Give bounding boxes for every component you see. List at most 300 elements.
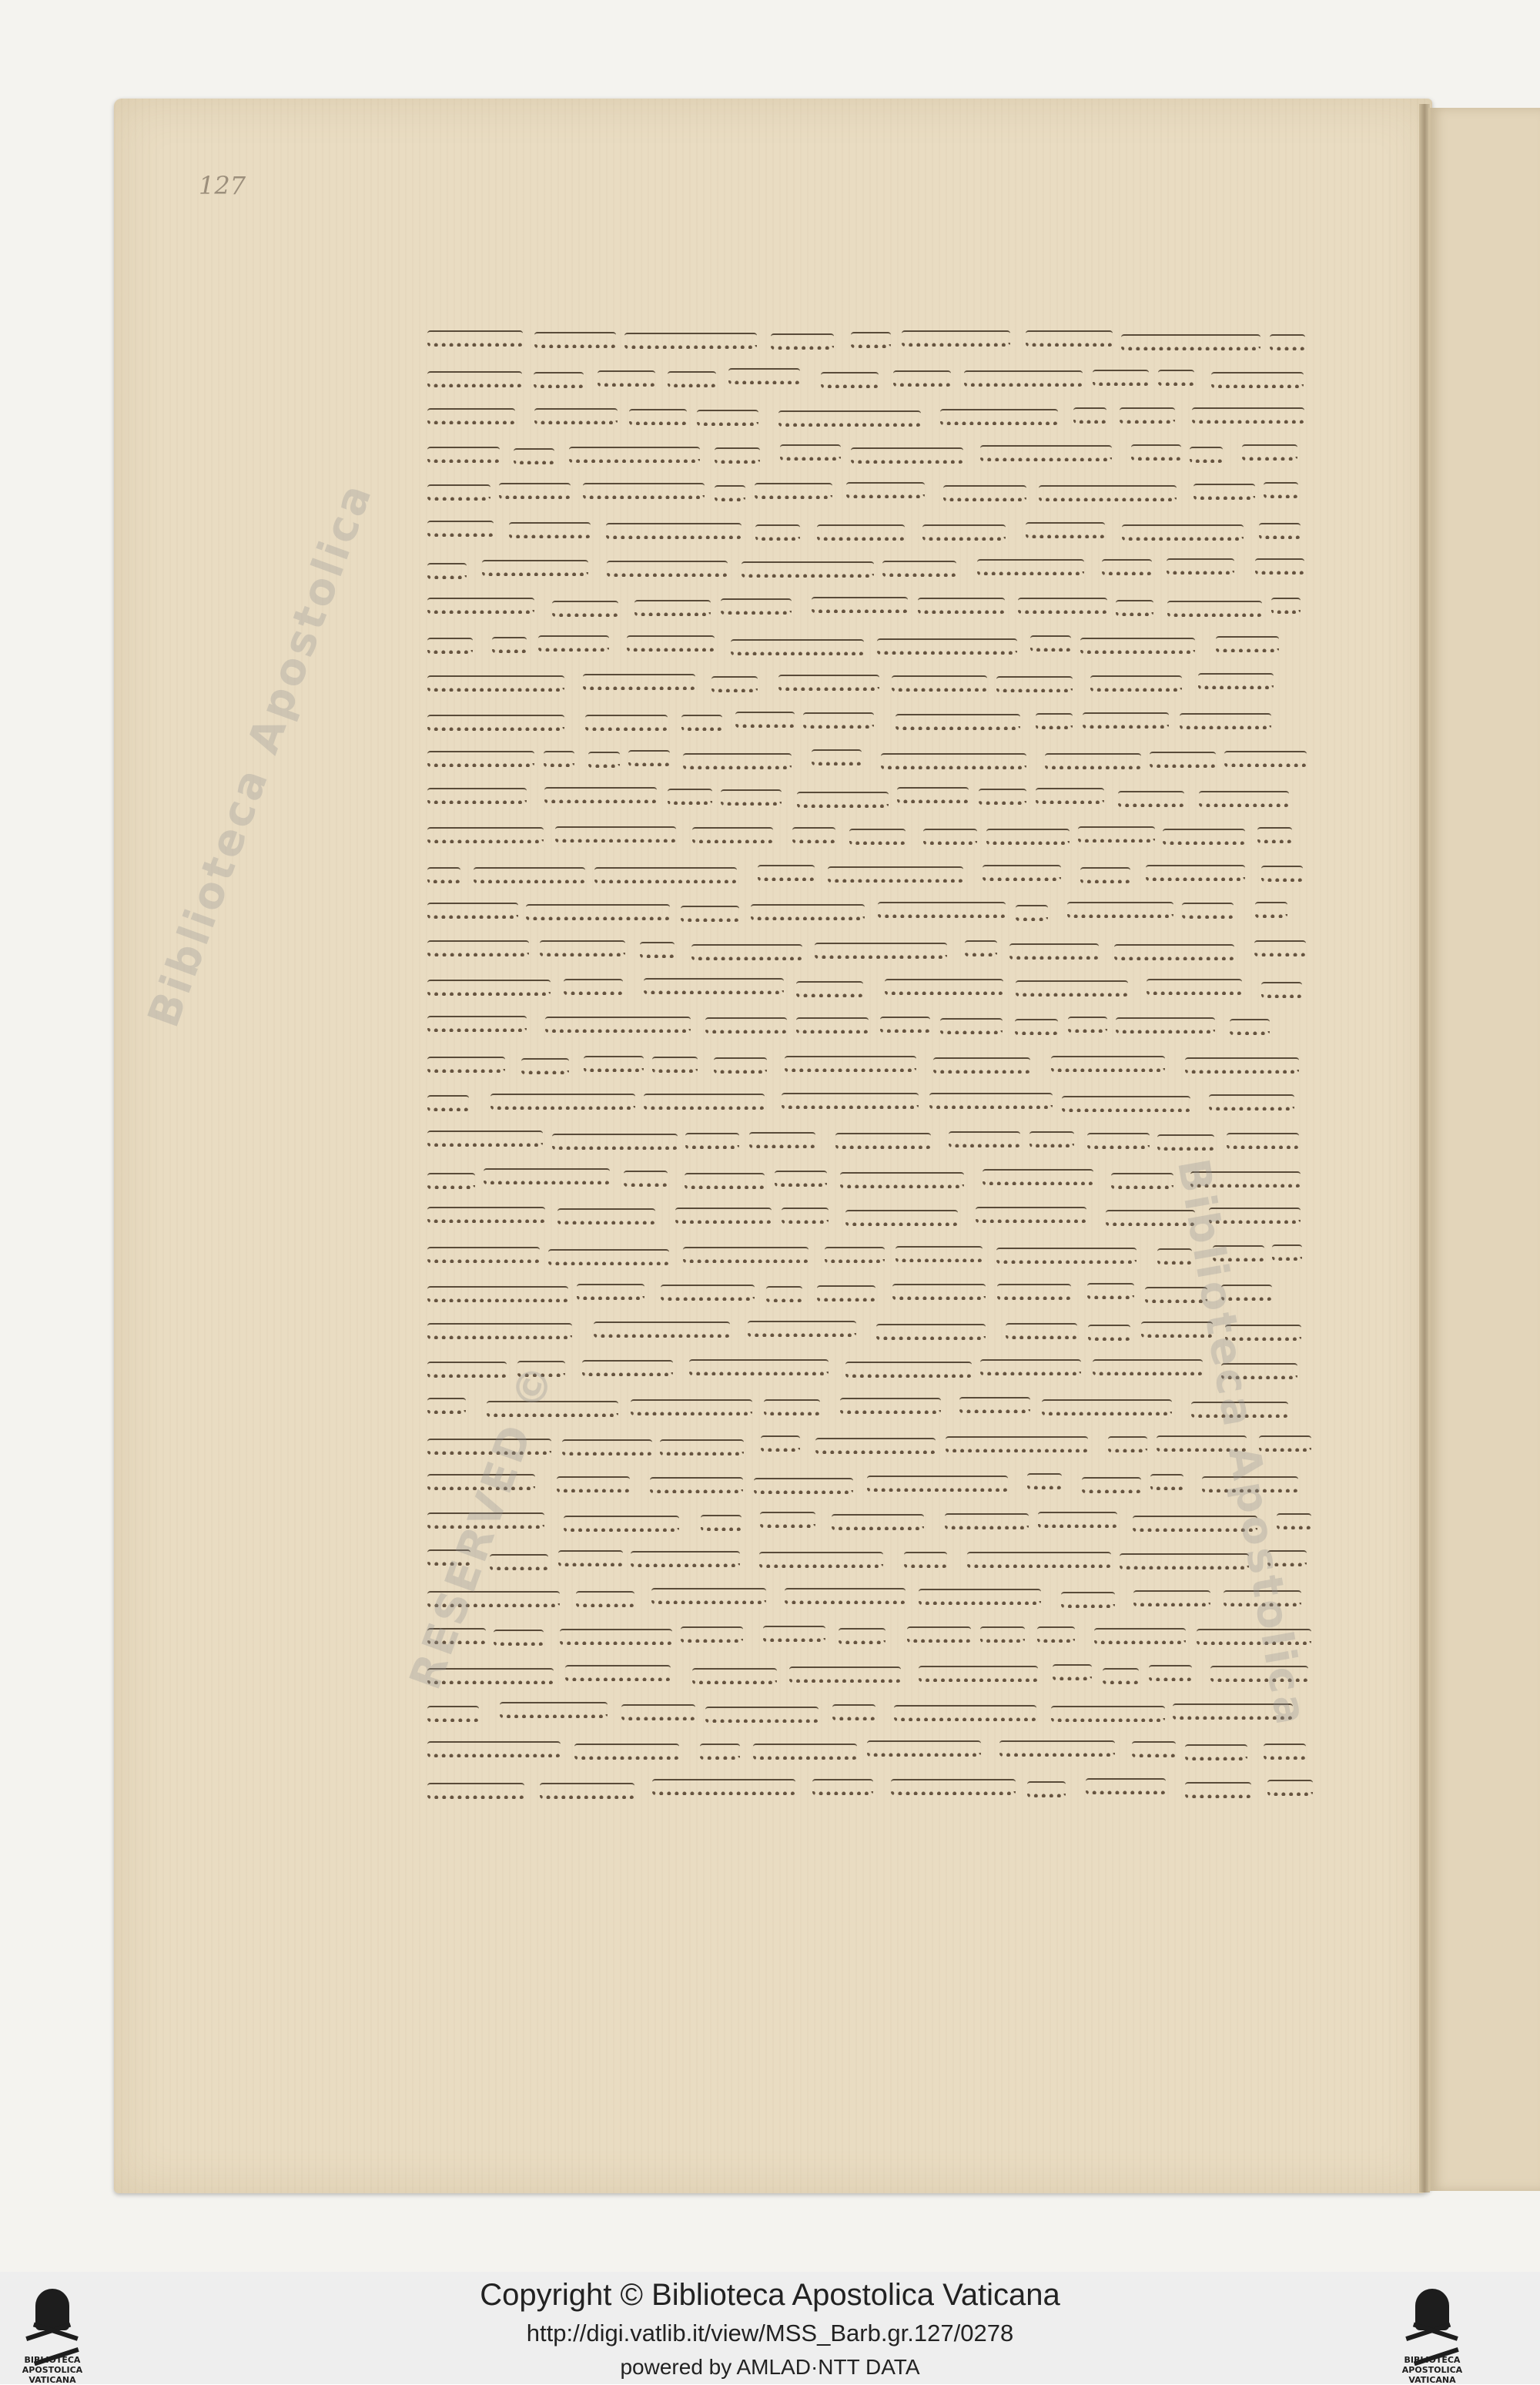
ink-word (681, 1626, 743, 1643)
ink-word (588, 752, 620, 768)
ink-word (1157, 1134, 1214, 1151)
ink-word (986, 829, 1070, 845)
source-url[interactable]: http://digi.vatlib.it/view/MSS_Barb.gr.127/0278 (526, 2320, 1014, 2346)
footer-bar (0, 2272, 1540, 2384)
ink-word (763, 1626, 826, 1642)
copyright-notice: Copyright © Biblioteca Apostolica Vaticana (480, 2278, 1060, 2312)
ink-word (1045, 753, 1142, 769)
ink-word (427, 1398, 466, 1414)
ink-word (1053, 1664, 1092, 1680)
ink-word (1086, 1778, 1166, 1794)
ink-word (1026, 522, 1104, 538)
handwritten-line (427, 1664, 1308, 1690)
ink-word (711, 676, 758, 692)
ink-word (644, 978, 784, 994)
handwritten-line (427, 673, 1300, 699)
ink-word (1209, 1094, 1294, 1110)
ink-word (427, 827, 544, 843)
ink-word (1114, 944, 1234, 960)
ink-word (1116, 1017, 1214, 1033)
ink-word (629, 409, 688, 425)
handwritten-line (427, 1740, 1306, 1767)
ink-word (882, 561, 956, 577)
ink-word (812, 1779, 873, 1795)
ink-word (427, 598, 534, 614)
ink-word (715, 447, 760, 464)
ink-word (564, 979, 623, 995)
ink-word (558, 1550, 623, 1566)
ink-word (1167, 601, 1262, 617)
handwritten-line (427, 1321, 1301, 1347)
ink-word (949, 1131, 1020, 1147)
ink-word (628, 750, 669, 766)
ink-word (748, 1321, 856, 1337)
ink-word (1185, 1057, 1300, 1074)
ink-word (893, 370, 951, 387)
ink-word (851, 332, 890, 348)
ink-word (1027, 1473, 1062, 1489)
ink-word (427, 447, 500, 463)
ink-word (815, 943, 947, 959)
ink-word (427, 638, 473, 654)
ink-word (534, 372, 584, 388)
logo-caption: BIBLIOTECA APOSTOLICA VATICANA (22, 2355, 83, 2385)
ink-word (896, 714, 1020, 730)
ink-word (427, 903, 518, 919)
ink-word (782, 1208, 829, 1224)
handwritten-line (427, 940, 1306, 966)
ink-word (1027, 1781, 1066, 1797)
ink-word (484, 1168, 610, 1184)
ink-word (817, 1285, 875, 1301)
ink-word (1194, 484, 1255, 500)
ink-word (1111, 1173, 1173, 1189)
ink-word (1016, 980, 1128, 997)
ink-word (427, 563, 467, 579)
ink-word (552, 601, 618, 617)
ink-word (427, 1362, 507, 1378)
ink-word (1254, 940, 1306, 956)
ink-word (728, 368, 800, 384)
ink-word (967, 1552, 1111, 1568)
ink-word (624, 1171, 668, 1187)
ink-word (1090, 675, 1182, 692)
ink-word (560, 1629, 672, 1645)
ink-word (692, 827, 773, 843)
watermark-text: RESERVED © (400, 1355, 565, 1697)
ink-word (1199, 791, 1289, 807)
ink-word (1073, 407, 1107, 424)
ink-word (1093, 1359, 1204, 1375)
ink-word (583, 674, 695, 690)
ink-word (661, 1285, 755, 1301)
handwritten-line (427, 1016, 1308, 1042)
ink-word (845, 1210, 958, 1226)
ink-word (585, 715, 668, 731)
ink-word (775, 1171, 827, 1187)
ink-word (1116, 600, 1153, 616)
ink-word (1270, 334, 1305, 350)
ink-word (1108, 1436, 1147, 1452)
ink-word (1009, 943, 1099, 960)
ink-word (1163, 829, 1246, 845)
ink-word (691, 944, 802, 960)
ink-word (945, 1513, 1029, 1529)
ink-word (650, 1477, 743, 1493)
ink-word (705, 1707, 819, 1723)
ink-word (803, 712, 875, 729)
ink-word (500, 1702, 608, 1718)
ink-word (839, 1628, 886, 1644)
handwritten-line (427, 978, 1302, 1004)
ink-word (1036, 713, 1073, 729)
ink-word (885, 979, 1003, 995)
ink-word (1150, 752, 1216, 768)
ink-word (1078, 826, 1155, 842)
logo-caption: BIBLIOTECA APOSTOLICA VATICANA (1401, 2355, 1463, 2385)
ink-word (1190, 447, 1223, 463)
ink-word (427, 788, 527, 804)
watermark-text: Biblioteca Apostolica (1167, 1155, 1317, 1731)
ink-word (778, 410, 921, 427)
ink-word (640, 942, 674, 958)
ink-word (584, 1056, 643, 1072)
ink-word (796, 1017, 869, 1033)
ink-word (675, 1208, 772, 1224)
ink-word (1133, 1590, 1211, 1606)
ink-word (1118, 791, 1185, 807)
ink-word (851, 447, 963, 464)
ink-word (514, 448, 554, 464)
handwritten-line (427, 1131, 1299, 1157)
ink-word (427, 1706, 479, 1722)
ink-word (569, 447, 701, 463)
ink-word (509, 522, 591, 538)
ink-word (651, 1588, 767, 1604)
ink-word (624, 333, 757, 349)
ink-word (1261, 866, 1303, 882)
handwritten-line (427, 558, 1304, 585)
ink-word (427, 1323, 572, 1339)
ink-word (574, 1744, 679, 1760)
ink-word (964, 370, 1083, 387)
ink-word (1192, 407, 1304, 424)
ink-word (1018, 598, 1107, 614)
handwritten-line (427, 1778, 1313, 1804)
vatican-library-logo-icon (6, 2281, 99, 2385)
ink-word (652, 1057, 698, 1073)
ink-word (705, 1017, 787, 1033)
ink-word (812, 597, 908, 613)
ink-word (892, 675, 986, 692)
ink-word (1267, 1780, 1313, 1796)
ink-word (427, 867, 460, 883)
ink-word (1068, 1017, 1107, 1033)
ink-word (499, 483, 571, 499)
ink-word (778, 675, 879, 691)
ink-word (1051, 1706, 1165, 1722)
ink-word (526, 904, 670, 920)
handwritten-greek-text (427, 330, 1313, 1816)
ink-word (1082, 1477, 1141, 1493)
ink-word (583, 483, 705, 499)
handwritten-line (427, 787, 1312, 813)
ink-word (999, 1740, 1115, 1757)
ink-word (685, 1133, 740, 1149)
handwritten-line (427, 1435, 1311, 1462)
ink-word (692, 1668, 777, 1684)
ink-word (1167, 558, 1234, 574)
ink-word (892, 1284, 986, 1300)
ink-word (427, 715, 564, 731)
ink-word (668, 789, 712, 805)
handwritten-line (427, 1207, 1301, 1233)
ink-word (979, 789, 1026, 805)
ink-word (840, 1398, 941, 1414)
ink-word (552, 1134, 677, 1150)
ink-word (1122, 524, 1244, 541)
ink-word (1261, 982, 1302, 998)
ink-word (1216, 636, 1278, 652)
ink-word (1185, 1782, 1251, 1798)
handwritten-line (427, 1092, 1297, 1118)
ink-word (534, 408, 618, 424)
ink-word (754, 1478, 853, 1494)
ink-word (983, 865, 1061, 881)
ink-word (1242, 444, 1297, 461)
handwritten-line (427, 1588, 1301, 1614)
ink-word (881, 753, 1026, 769)
ink-word (907, 1626, 971, 1643)
ink-word (1131, 444, 1181, 461)
handwritten-line (427, 1054, 1312, 1080)
handwritten-line (427, 1626, 1311, 1652)
ink-word (1180, 713, 1270, 729)
ink-word (1037, 1626, 1075, 1643)
ink-word (631, 1551, 740, 1567)
ink-word (904, 1552, 947, 1568)
handwritten-line (427, 711, 1304, 737)
ink-word (427, 484, 490, 501)
ink-word (427, 940, 529, 956)
ink-word (876, 1324, 986, 1340)
ink-word (832, 1514, 925, 1530)
handwritten-line (427, 749, 1307, 775)
ink-word (715, 485, 745, 501)
ink-word (1062, 1096, 1190, 1112)
ink-word (1182, 903, 1234, 919)
ink-word (1093, 370, 1150, 386)
ink-word (782, 1093, 919, 1109)
ink-word (965, 940, 997, 956)
ink-word (700, 1744, 741, 1760)
ink-word (785, 1056, 916, 1072)
ink-word (1036, 788, 1104, 804)
ink-word (832, 1704, 875, 1720)
ink-word (980, 1626, 1025, 1643)
ink-word (1051, 1056, 1165, 1072)
ink-word (427, 1741, 561, 1757)
ink-word (427, 1247, 540, 1263)
ink-word (1087, 1283, 1134, 1299)
ink-word (983, 1169, 1093, 1185)
ink-word (764, 1399, 821, 1415)
handwritten-line (427, 1549, 1307, 1576)
ink-word (634, 600, 711, 616)
ink-word (621, 1704, 695, 1720)
ink-word (840, 1172, 963, 1188)
ink-word (681, 906, 739, 922)
handwritten-line (427, 597, 1301, 623)
vatican-library-logo-icon (1386, 2281, 1478, 2385)
ink-word (1149, 1665, 1192, 1681)
ink-word (544, 751, 574, 767)
ink-word (1259, 523, 1301, 539)
ink-word (721, 598, 792, 615)
ink-word (755, 524, 800, 541)
ink-word (977, 559, 1084, 575)
handwritten-line (427, 482, 1298, 508)
ink-word (940, 1018, 1003, 1034)
ink-word (835, 1133, 930, 1149)
ink-word (1158, 370, 1194, 386)
ink-word (606, 523, 742, 539)
ink-word (867, 1476, 1008, 1492)
ink-word (789, 1666, 901, 1683)
ink-word (1067, 902, 1173, 918)
ink-word (544, 787, 657, 803)
handwritten-line (427, 330, 1305, 356)
ink-word (821, 372, 879, 388)
handwritten-line (427, 863, 1306, 889)
ink-word (758, 865, 815, 881)
ink-word (427, 1783, 524, 1799)
handwritten-line (427, 826, 1303, 852)
ink-word (753, 1744, 857, 1760)
ink-word (1030, 635, 1071, 652)
ink-word (792, 827, 835, 843)
ink-word (771, 333, 835, 350)
ink-word (918, 598, 1005, 614)
ink-word (607, 561, 728, 577)
ink-word (1255, 902, 1287, 918)
ink-word (980, 445, 1111, 461)
ink-word (482, 560, 588, 576)
ink-word (1039, 485, 1177, 501)
handwritten-line (427, 1244, 1302, 1271)
ink-word (540, 1783, 634, 1799)
ink-word (644, 1094, 765, 1110)
ink-word (490, 1094, 635, 1110)
handwritten-line (427, 368, 1304, 394)
ink-word (540, 940, 625, 956)
ink-word (1132, 1741, 1176, 1757)
ink-word (1271, 598, 1301, 614)
ink-word (427, 521, 494, 537)
powered-by: powered by AMLAD·NTT DATA (620, 2355, 920, 2379)
ink-word (897, 787, 969, 803)
ink-word (1120, 1553, 1249, 1569)
ink-word (697, 410, 759, 426)
ink-word (1150, 1474, 1183, 1490)
ink-word (1094, 1628, 1186, 1644)
ink-word (1147, 979, 1242, 995)
ink-word (1061, 1592, 1115, 1608)
ink-word (817, 524, 906, 541)
ink-word (996, 676, 1073, 692)
ink-word (880, 1017, 930, 1033)
ink-word (538, 635, 609, 652)
ink-word (564, 1516, 680, 1532)
ink-word (933, 1057, 1030, 1074)
ink-word (946, 1436, 1088, 1452)
handwritten-line (427, 1283, 1302, 1309)
ink-word (427, 1095, 469, 1111)
handwritten-line (427, 521, 1301, 547)
ink-word (1230, 1019, 1270, 1035)
ink-word (1264, 1744, 1306, 1760)
ink-word (689, 1359, 829, 1375)
ink-word (845, 1362, 973, 1378)
ink-word (548, 1249, 669, 1265)
ink-word (797, 792, 889, 808)
handwritten-line (427, 444, 1297, 471)
ink-word (557, 1476, 630, 1492)
ink-word (1264, 482, 1298, 498)
ink-word (922, 524, 1006, 541)
ink-word (1016, 905, 1048, 921)
ink-word (825, 1247, 885, 1263)
ink-word (555, 826, 676, 842)
ink-word (751, 904, 865, 920)
ink-word (1257, 827, 1291, 843)
ink-word (1042, 1399, 1173, 1415)
ink-word (749, 1132, 816, 1148)
ink-word (1026, 330, 1113, 347)
ink-word (565, 1665, 671, 1681)
ink-word (761, 1435, 800, 1452)
ink-word (1103, 1668, 1140, 1684)
ink-word (919, 1589, 1041, 1605)
ink-word (1102, 559, 1152, 575)
ink-word (891, 1779, 1016, 1795)
ink-word (1087, 1133, 1150, 1149)
ink-word (976, 1207, 1086, 1223)
ink-word (1211, 372, 1304, 388)
handwritten-line (427, 902, 1299, 928)
ink-word (849, 829, 906, 845)
ink-word (427, 1173, 475, 1189)
ink-word (943, 485, 1026, 501)
ink-word (1088, 1325, 1130, 1341)
ink-word (731, 639, 864, 655)
watermark-text: Biblioteca Apostolica (139, 475, 383, 1034)
ink-word (427, 1057, 505, 1073)
ink-word (1185, 1744, 1247, 1760)
ink-word (594, 867, 737, 883)
facing-page-edge (1428, 108, 1540, 2191)
ink-word (545, 1017, 691, 1033)
ink-word (1227, 1133, 1299, 1149)
ink-word (427, 330, 523, 347)
ink-word (534, 332, 616, 348)
ink-word (474, 867, 585, 883)
ink-word (760, 1512, 816, 1528)
ink-word (627, 635, 715, 652)
handwritten-line (427, 406, 1304, 432)
handwritten-line (427, 1397, 1304, 1423)
ink-word (742, 561, 874, 578)
